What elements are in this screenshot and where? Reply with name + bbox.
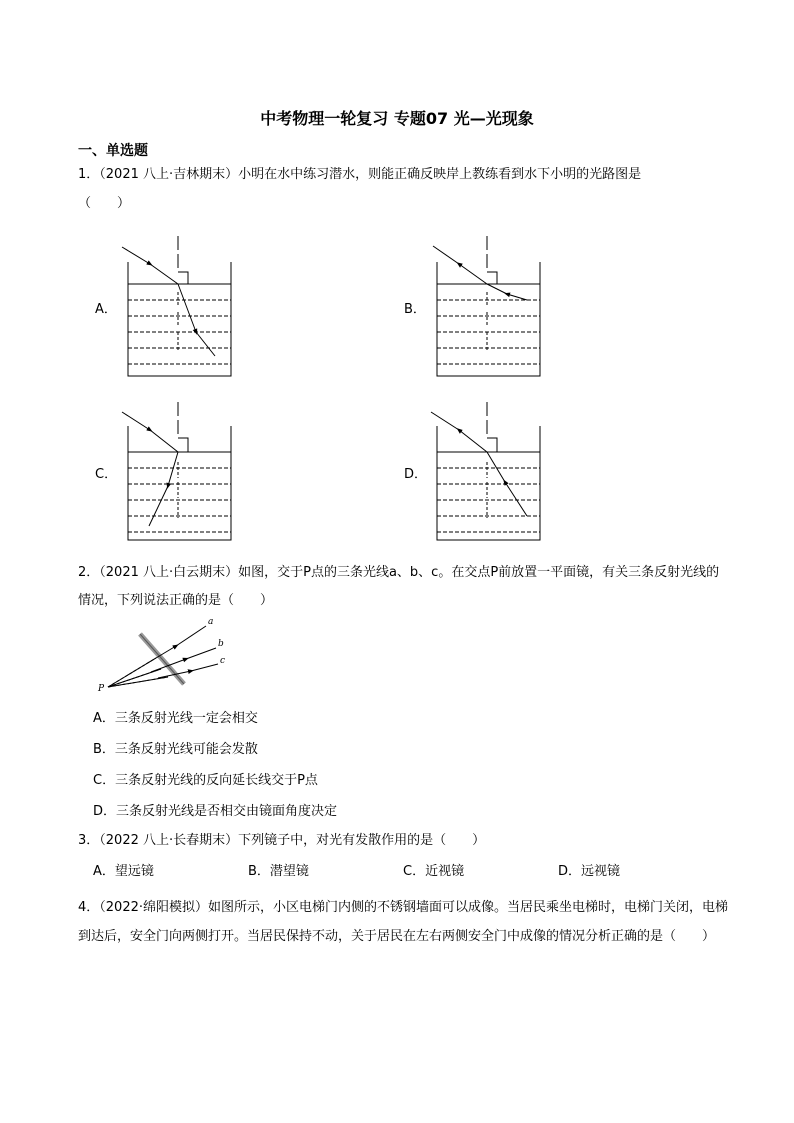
plane-mirror: [140, 634, 184, 684]
question-1-stem: 1．（2021 八上·吉林期末）小明在水中练习潜水，则能正确反映岸上教练看到水下小明的光路图是: [78, 167, 642, 182]
q3-option-d: D．远视镜: [558, 864, 621, 879]
q2-option-c: C．三条反射光线的反向延长线交于P点: [93, 773, 318, 788]
question-4-stem: 4．（2022·绵阳模拟）如图所示，小区电梯门内侧的不锈钢墙面可以成像。当居民乘坐电梯时，电梯门关闭，电梯到达后，安全门向两侧打开。当居民保持不动，关于居民在左右两侧安全门中成像的情况分析正确的是（ ）: [78, 900, 728, 944]
page-title: 中考物理一轮复习 专题07 光—光现象: [260, 109, 534, 128]
point-p-label: P: [98, 684, 105, 694]
q1-diagram-c: [118, 398, 238, 546]
q2-option-d: D．三条反射光线是否相交由镜面角度决定: [93, 804, 338, 819]
q1-diagram-d: [427, 398, 547, 546]
q1-option-c-label: C．: [95, 467, 118, 482]
q2-option-a: A．三条反射光线一定会相交: [93, 711, 258, 726]
q3-option-c: C．近视镜: [403, 864, 465, 879]
question-1-paren: （ ）: [78, 196, 131, 211]
q1-diagram-b: [427, 232, 547, 380]
section-heading: 一、单选题: [78, 143, 148, 159]
ray-a-label: a: [208, 617, 214, 627]
q3-option-a: A．望远镜: [93, 864, 154, 879]
q1-diagram-a: [118, 232, 238, 380]
q2-option-b: B．三条反射光线可能会发散: [93, 742, 258, 757]
q1-option-a-label: A．: [95, 302, 117, 317]
q1-option-d-label: D．: [404, 467, 428, 482]
ray-b-label: b: [218, 639, 224, 649]
q1-option-b-label: B．: [404, 302, 426, 317]
q2-diagram: [96, 612, 236, 694]
question-2-stem: 2．（2021 八上·白云期末）如图，交于P点的三条光线a、b、c。在交点P前放置一平面镜，有关三条反射光线的情况，下列说法正确的是（ ）: [78, 565, 720, 608]
q3-option-b: B．潜望镜: [248, 864, 309, 879]
question-3-stem: 3．（2022 八上·长春期末）下列镜子中，对光有发散作用的是（ ）: [78, 833, 486, 848]
ray-c-label: c: [220, 656, 226, 666]
